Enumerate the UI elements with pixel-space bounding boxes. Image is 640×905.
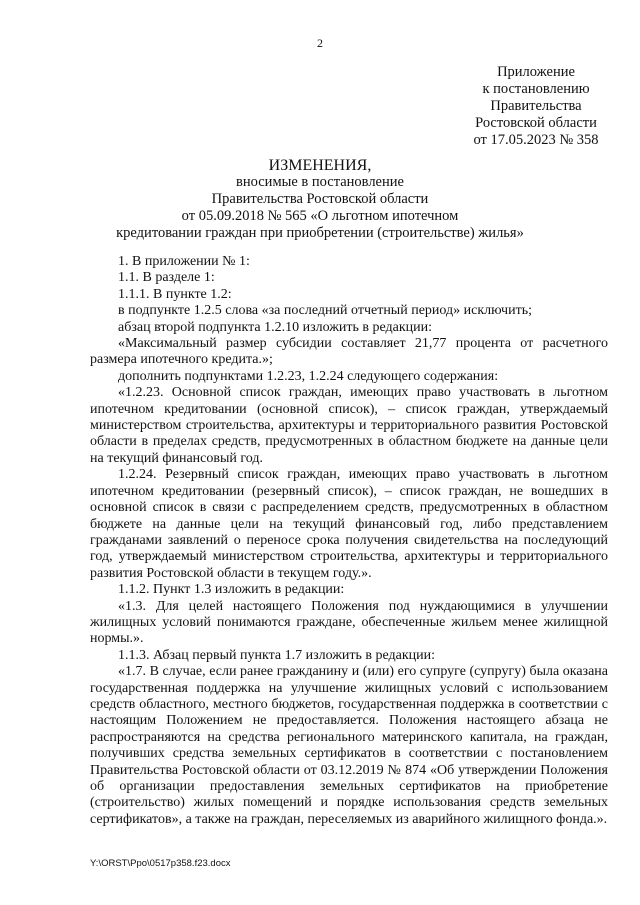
approval-line: Правительства [490,98,582,114]
paragraph: 1.2.24. Резервный список граждан, имеющих право участвовать в льготном ипотечном кредитовании (резервный список), – список граждан, не вошедших в основной список в связи с распределением средств, предусмотренных в областном бюджете на данные цели на текущий финансовый год, либо представлением гражданами заявлений о переносе срока получения свидетельства на последующий год, утверждаемый министерством строительства, архитектуры и территориального развития Ростовской области в текущем году.». [90,467,608,581]
approval-block [446,64,626,149]
paragraph: 1.1. В разделе 1: [118,270,215,286]
title-heading: ИЗМЕНЕНИЯ, [268,157,372,174]
approval-line: Ростовской области [475,115,597,131]
paragraph: 1.1.2. Пункт 1.3 изложить в редакции: [118,582,345,598]
paragraph: «Максимальный размер субсидии составляет 21,77 процента от расчетного размера ипотечного кредита.»; [90,336,608,368]
paragraph: в подпункте 1.2.5 слова «за последний отчетный период» исключить; [118,303,532,319]
paragraph: 1.1.1. В пункте 1.2: [118,286,232,302]
approval-line: к постановлению [482,81,590,97]
paragraph: 1. В приложении № 1: [118,254,250,269]
paragraph: «1.3. Для целей настоящего Положения под нуждающимися в улучшении жилищных условий понимаются граждане, обеспеченные жильем менее жилищной нормы.». [90,598,608,647]
paragraph: дополнить подпунктами 1.2.23, 1.2.24 следующего содержания: [118,368,499,384]
title-line: кредитовании граждан при приобретении (строительстве) жилья» [116,225,524,241]
title-line: вносимые в постановление [236,174,404,190]
page-number: 2 [317,36,323,50]
file-path-footer: Y:\ORST\Ppo\0517p358.f23.docx [90,858,231,869]
document-body [90,254,608,828]
approval-line: Приложение [497,64,575,80]
approval-line: от 17.05.2023 № 358 [473,132,599,148]
document-title [0,157,640,242]
title-line: Правительства Ростовской области [211,191,429,207]
title-line: от 05.09.2018 № 565 «О льготном ипотечном [181,208,459,224]
paragraph: 1.1.3. Абзац первый пункта 1.7 изложить в редакции: [118,647,436,663]
paragraph: «1.7. В случае, если ранее гражданину и (или) его супруге (супругу) была оказана государственная поддержка на улучшение жилищных условий с использованием средств областного, местного бюджетов, государственная поддержка в соответствии с настоящим Положением не предоставляется. Положения настоящего абзаца не распространяются на средства регионального материнского капитала, на граждан, получивших средства земельных сертификатов в соответствии с постановлением Правительства Ростовской области от 03.12.2019 № 874 «Об утверждении Положения об организации предоставления земельных сертификатов на приобретение (строительство) жилых помещений и порядке использования средств земельных сертификатов», а также на граждан, переселяемых из аварийного жилищного фонда.». [90,664,608,827]
paragraph: абзац второй подпункта 1.2.10 изложить в редакции: [118,319,433,335]
paragraph: «1.2.23. Основной список граждан, имеющих право участвовать в льготном ипотечном кредитовании (основной список), – список граждан, утверждаемый министерством строительства, архитектуры и территориального развития Ростовской области в пределах средств, предусмотренных в областном бюджете на данные цели на текущий финансовый год. [90,385,608,466]
